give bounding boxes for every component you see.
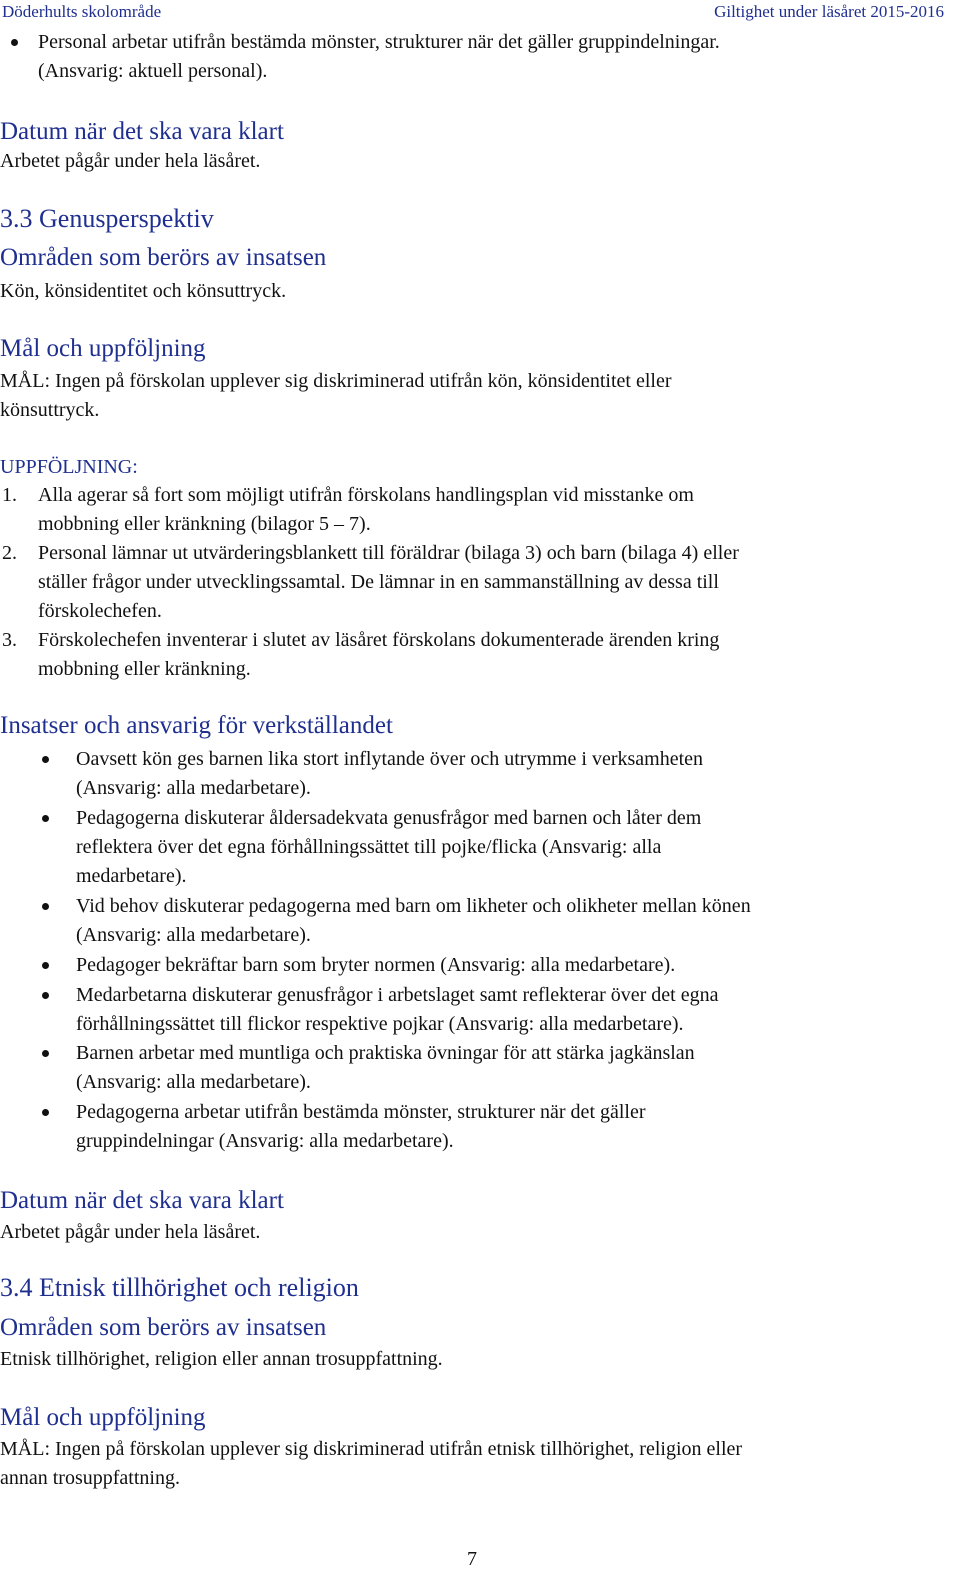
item-line: Förskolechefen inventerar i slutet av läsåret förskolans dokumenterade ärenden kring xyxy=(38,629,720,651)
section-heading: Områden som berörs av insatsen xyxy=(0,1314,327,1341)
item-number: 2. xyxy=(2,542,17,564)
section-heading: Datum när det ska vara klart xyxy=(0,1187,284,1214)
goal-text-line: MÅL: Ingen på förskolan upplever sig diskriminerad utifrån kön, könsidentitet eller xyxy=(0,370,672,392)
section-heading: Områden som berörs av insatsen xyxy=(0,244,327,271)
list-item-line: Pedagogerna diskuterar åldersadekvata genusfrågor med barnen och låter dem xyxy=(76,807,702,829)
item-line: ställer frågor under utvecklingssamtal. De lämnar in en sammanställning av dessa till xyxy=(38,571,719,593)
list-item-line: Medarbetarna diskuterar genusfrågor i arbetslaget samt reflekterar över det egna xyxy=(76,984,719,1006)
list-item-line: reflektera över det egna förhållningssättet till pojke/flicka (Ansvarig: alla xyxy=(76,836,662,858)
list-item-line: Vid behov diskuterar pedagogerna med barn om likheter och olikheter mellan könen xyxy=(76,895,751,917)
bullet-icon xyxy=(42,756,49,763)
item-line: mobbning eller kränkning (bilagor 5 – 7). xyxy=(38,513,371,535)
page-header xyxy=(0,0,944,24)
bullet-icon xyxy=(42,903,49,910)
item-number: 3. xyxy=(2,629,17,651)
list-item-line: förhållningssättet till flickor respektive pojkar (Ansvarig: alla medarbetare). xyxy=(76,1013,684,1035)
bullet-icon xyxy=(42,815,49,822)
followup-heading: UPPFÖLJNING: xyxy=(0,456,138,478)
list-item-line: (Ansvarig: alla medarbetare). xyxy=(76,924,311,946)
list-item-line: Oavsett kön ges barnen lika stort inflytande över och utrymme i verksamheten xyxy=(76,748,704,770)
section-heading: Mål och uppföljning xyxy=(0,335,206,362)
list-item-line: Personal arbetar utifrån bestämda mönster, strukturer när det gäller gruppindelningar. xyxy=(38,31,720,53)
list-item-continuation: (Ansvarig: aktuell personal). xyxy=(38,60,268,82)
item-number: 1. xyxy=(2,484,17,506)
goal-text-line: annan trosuppfattning. xyxy=(0,1467,180,1489)
list-item-line: Pedagoger bekräftar barn som bryter normen (Ansvarig: alla medarbetare). xyxy=(76,954,676,976)
body-text: Kön, könsidentitet och könsuttryck. xyxy=(0,280,287,302)
goal-text-line: MÅL: Ingen på förskolan upplever sig diskriminerad utifrån etnisk tillhörighet, religion eller xyxy=(0,1438,743,1460)
header-school-name: Döderhults skolområde xyxy=(2,2,162,21)
section-heading: Mål och uppföljning xyxy=(0,1404,206,1431)
list-item-line: medarbetare). xyxy=(76,865,187,887)
bullet-icon xyxy=(42,1109,49,1116)
bullet-icon xyxy=(42,962,49,969)
body-text: Arbetet pågår under hela läsåret. xyxy=(0,150,261,172)
item-line: Alla agerar så fort som möjligt utifrån förskolans handlingsplan vid misstanke om xyxy=(38,484,694,506)
list-item-line: Barnen arbetar med muntliga och praktiska övningar för att stärka jagkänslan xyxy=(76,1042,695,1064)
bullet-icon xyxy=(11,39,18,46)
list-item-line: (Ansvarig: alla medarbetare). xyxy=(76,777,311,799)
page-number: 7 xyxy=(467,1548,477,1570)
section-heading: Datum när det ska vara klart xyxy=(0,118,284,145)
bullet-icon xyxy=(42,992,49,999)
body-text: Etnisk tillhörighet, religion eller annan trosuppfattning. xyxy=(0,1348,443,1370)
section-title: 3.3 Genusperspektiv xyxy=(0,204,214,233)
section-title: 3.4 Etnisk tillhörighet och religion xyxy=(0,1273,359,1302)
item-line: mobbning eller kränkning. xyxy=(38,658,251,680)
header-validity: Giltighet under läsåret 2015-2016 xyxy=(714,2,944,21)
goal-text-line: könsuttryck. xyxy=(0,399,100,421)
item-line: Personal lämnar ut utvärderingsblankett till föräldrar (bilaga 3) och barn (bilaga 4) eller xyxy=(38,542,739,564)
list-item-line: Pedagogerna arbetar utifrån bestämda mönster, strukturer när det gäller xyxy=(76,1101,646,1123)
list-item-line: (Ansvarig: alla medarbetare). xyxy=(76,1071,311,1093)
bullet-icon xyxy=(42,1050,49,1057)
item-line: förskolechefen. xyxy=(38,600,162,622)
list-item-line: gruppindelningar (Ansvarig: alla medarbetare). xyxy=(76,1130,454,1152)
section-heading: Insatser och ansvarig för verkställandet xyxy=(0,712,393,739)
body-text: Arbetet pågår under hela läsåret. xyxy=(0,1221,261,1243)
